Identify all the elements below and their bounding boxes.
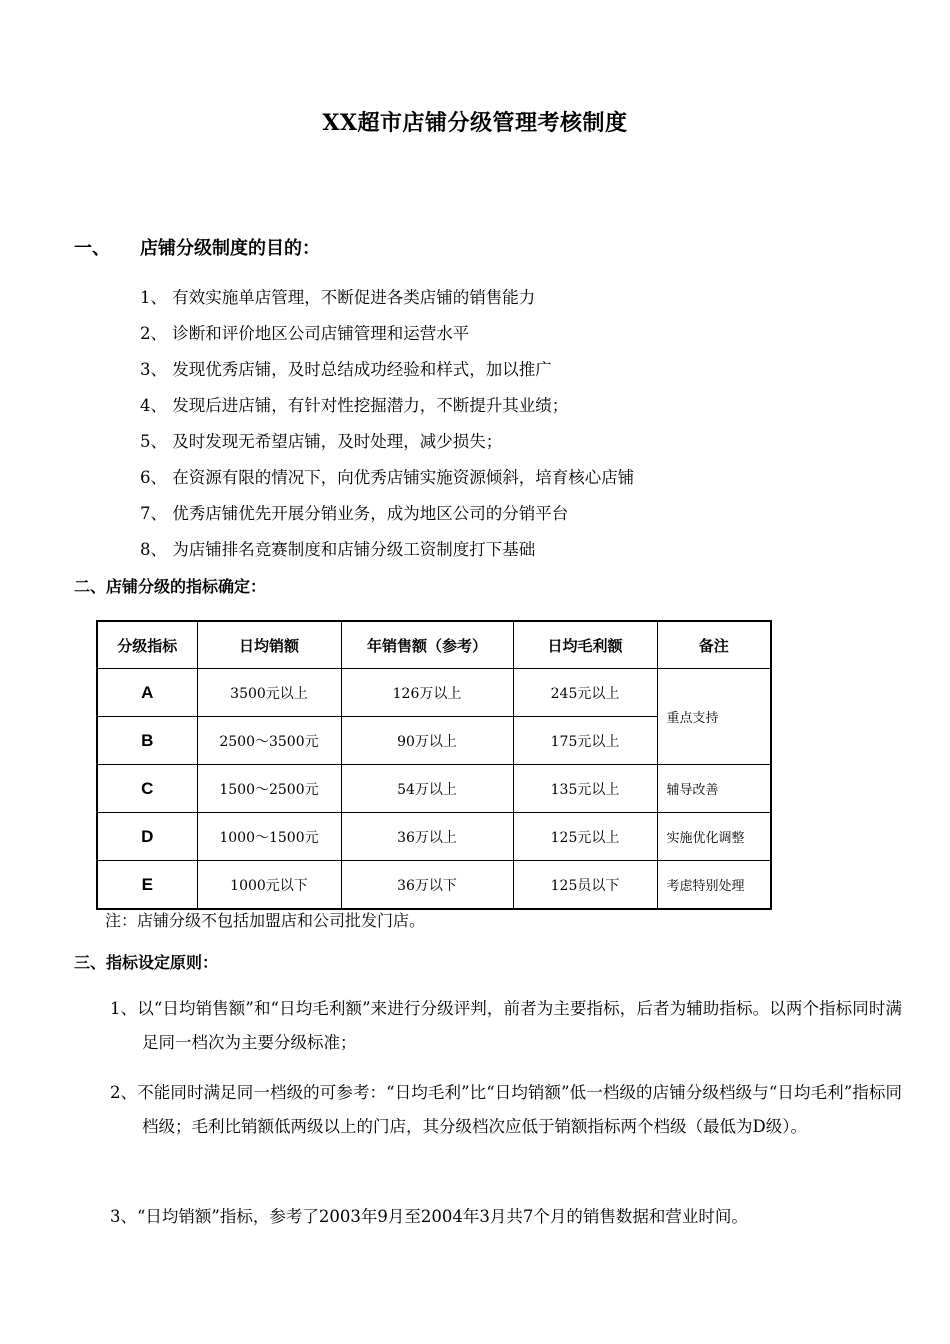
- table-cell: 36万以上: [341, 813, 513, 861]
- grade-cell: B: [97, 717, 197, 765]
- purpose-item: 3、 发现优秀店铺，及时总结成功经验和样式，加以推广: [140, 360, 552, 379]
- table-cell: 54万以上: [341, 765, 513, 813]
- remark-cell: 考虑特别处理: [657, 861, 771, 910]
- table-cell: 3500元以上: [197, 669, 341, 717]
- grading-table: [96, 620, 772, 910]
- table-header-cell: 备注: [657, 621, 771, 669]
- table-cell: 1500～2500元: [197, 765, 341, 813]
- remark-cell: 重点支持: [657, 669, 771, 765]
- table-row: [97, 813, 771, 861]
- principle-paragraph: 1、以“日均销售额”和“日均毛利额”来进行分级评判，前者为主要指标，后者为辅助指标。以两个指标同时满足同一档次为主要分级标准；: [110, 999, 902, 1052]
- table-cell: 126万以上: [341, 669, 513, 717]
- grade-cell: A: [97, 669, 197, 717]
- table-footnote: 注：店铺分级不包括加盟店和公司批发门店。: [105, 911, 426, 930]
- section2-heading: 二、店铺分级的指标确定：: [74, 577, 267, 596]
- table-cell: 90万以上: [341, 717, 513, 765]
- table-cell: 1000元以下: [197, 861, 341, 910]
- purpose-item: 7、 优秀店铺优先开展分销业务，成为地区公司的分销平台: [140, 504, 569, 523]
- table-cell: 135元以上: [513, 765, 657, 813]
- section1-heading: [74, 234, 320, 260]
- grade-cell: E: [97, 861, 197, 910]
- table-cell: 125元以上: [513, 813, 657, 861]
- section1-number: 一、: [74, 238, 110, 259]
- table-header-cell: 日均销额: [197, 621, 341, 669]
- table-cell: 1000～1500元: [197, 813, 341, 861]
- principle-paragraph: 3、“日均销额”指标，参考了2003年9月至2004年3月共7个月的销售数据和营业时间。: [110, 1207, 748, 1226]
- section3-heading: 三、指标设定原则：: [74, 953, 219, 972]
- purpose-item: 1、 有效实施单店管理，不断促进各类店铺的销售能力: [140, 288, 536, 307]
- purpose-item: 2、 诊断和评价地区公司店铺管理和运营水平: [140, 324, 470, 343]
- table-row: [97, 765, 771, 813]
- remark-cell: 实施优化调整: [657, 813, 771, 861]
- section1-title: 店铺分级制度的目的：: [140, 238, 320, 259]
- table-row: [97, 861, 771, 910]
- table-cell: 125员以下: [513, 861, 657, 910]
- table-cell: 175元以上: [513, 717, 657, 765]
- table-cell: 245元以上: [513, 669, 657, 717]
- table-header-cell: 日均毛利额: [513, 621, 657, 669]
- document-title: XX超市店铺分级管理考核制度: [322, 110, 628, 136]
- table-cell: 36万以下: [341, 861, 513, 910]
- purpose-item: 5、 及时发现无希望店铺，及时处理，减少损失；: [140, 432, 503, 451]
- grade-cell: C: [97, 765, 197, 813]
- purpose-item: 4、 发现后进店铺，有针对性挖掘潜力，不断提升其业绩；: [140, 396, 569, 415]
- remark-cell: 辅导改善: [657, 765, 771, 813]
- purpose-list: [140, 286, 634, 574]
- principle-paragraph: 2、不能同时满足同一档级的可参考：“日均毛利”比“日均销额”低一档级的店铺分级档级与“日均毛利”指标同档级；毛利比销额低两级以上的门店，其分级档次应低于销额指标两个档级（最低为D级）。: [110, 1083, 902, 1136]
- purpose-item: 6、 在资源有限的情况下，向优秀店铺实施资源倾斜，培育核心店铺: [140, 468, 635, 487]
- table-cell: 2500～3500元: [197, 717, 341, 765]
- purpose-item: 8、 为店铺排名竞赛制度和店铺分级工资制度打下基础: [140, 540, 536, 559]
- table-row: [97, 669, 771, 717]
- table-header-cell: 分级指标: [97, 621, 197, 669]
- table-header-cell: 年销售额（参考）: [341, 621, 513, 669]
- table-header-row: [97, 621, 771, 669]
- grade-cell: D: [97, 813, 197, 861]
